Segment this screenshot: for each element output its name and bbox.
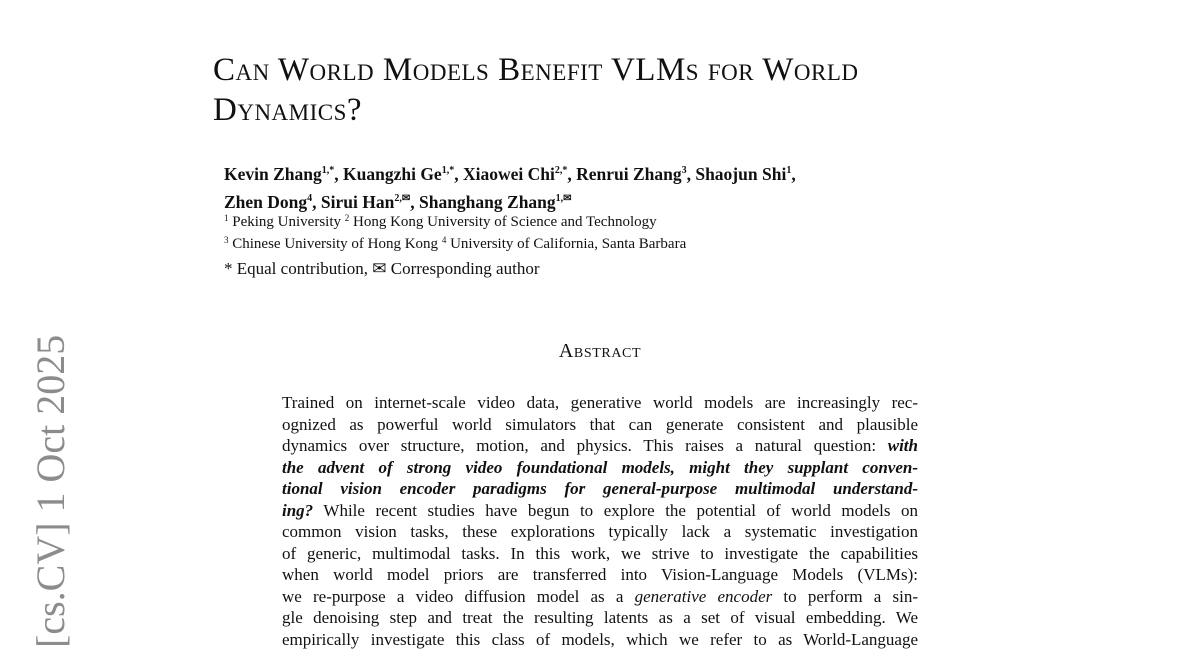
abstract-line-emphasis: tional vision encoder paradigms for general-purpose multimodal understand-: [282, 478, 918, 500]
title-line-1: Can World Models Benefit VLMs for World: [213, 52, 859, 88]
author-name: Zhen Dong: [224, 192, 307, 212]
affiliation-line-1: [224, 212, 984, 232]
title-line-2: Dynamics?: [213, 92, 362, 128]
author-marks: 1,✉: [556, 193, 572, 204]
abstract-heading: Abstract: [0, 339, 1200, 363]
author-marks: 1,*: [322, 165, 335, 176]
author-marks: 3: [682, 165, 687, 176]
abstract-line: of generic, multimodal tasks. In this work, we strive to investigate the capabilities: [282, 543, 918, 565]
abstract-line: Trained on internet-scale video data, generative world models are increasingly rec-: [282, 392, 918, 414]
abstract-line: when world model priors are transferred into Vision-Language Models (VLMs):: [282, 564, 918, 586]
abstract-text: we re-purpose a video diffusion model as a: [282, 587, 635, 606]
author-marks: 1,*: [442, 165, 455, 176]
arxiv-identifier-stamp: [cs.CV] 1 Oct 2025: [28, 335, 74, 648]
author-line-1: Kevin Zhang$^{1,*}$, Kuangzhi $Ge^{1,*}$, Xiaowei Chi$^{2,*}$, Renrui Zhang$^3$, Shaojun Shi$^1$,: [224, 160, 984, 188]
abstract-italic: generative encoder: [635, 587, 773, 606]
affiliation-mark: 4: [442, 235, 447, 245]
abstract-text: dynamics over structure, motion, and physics. This raises a natural question:: [282, 436, 888, 455]
abstract-text: While recent studies have begun to explore the potential of world models on: [313, 501, 918, 520]
abstract-line: [282, 586, 918, 608]
affiliation-mark: 1: [224, 213, 229, 223]
abstract-line: [282, 435, 918, 457]
abstract-line: empirically investigate this class of models, which we refer to as World-Language: [282, 629, 918, 650]
author-marks: 4: [307, 193, 312, 204]
abstract-line: common vision tasks, these explorations typically lack a systematic investigation: [282, 521, 918, 543]
abstract-line-emphasis: the advent of strong video foundational models, might they supplant conven-: [282, 457, 918, 479]
author-line-2: Zhen Dong$^4$, Sirui Han$^{2,✉}$, Shanghang Zhang$^{1,✉}$: [224, 188, 984, 216]
author-name: Shaojun Shi: [695, 164, 786, 184]
author-list: [224, 160, 984, 216]
envelope-icon: ✉: [372, 259, 386, 278]
abstract-emphasis: with: [888, 436, 918, 455]
affiliation-name: University of California, Santa Barbara: [450, 236, 686, 252]
author-name: Shanghang Zhang: [419, 192, 556, 212]
abstract-line: [282, 500, 918, 522]
author-name: Renrui Zhang: [576, 164, 682, 184]
corresponding-author-text: Corresponding author: [391, 259, 540, 278]
affiliation-name: Hong Kong University of Science and Technology: [353, 214, 657, 230]
author-name: Kevin Zhang: [224, 164, 322, 184]
author-marks: 2,*: [555, 165, 568, 176]
author-name: Xiaowei Chi: [463, 164, 555, 184]
abstract-line: gle denoising step and treat the resulting latents as a set of visual embedding. We: [282, 607, 918, 629]
affiliation-name: Chinese University of Hong Kong: [232, 236, 438, 252]
author-marks: 2,✉: [394, 193, 410, 204]
affiliation-mark: 3: [224, 235, 229, 245]
affiliation-mark: 2: [345, 213, 350, 223]
equal-contribution-text: * Equal contribution,: [224, 259, 372, 278]
author-name: Sirui Han: [321, 192, 394, 212]
author-marks: 1: [786, 165, 791, 176]
abstract-emphasis: ing?: [282, 501, 313, 520]
abstract-line: ognized as powerful world simulators that can generate consistent and plausible: [282, 414, 918, 436]
paper-title: [213, 50, 1033, 130]
abstract-text: to perform a sin-: [772, 587, 918, 606]
affiliation-line-2: [224, 234, 984, 254]
abstract-body: [282, 392, 918, 650]
affiliation-name: Peking University: [232, 214, 341, 230]
author-name: Kuangzhi Ge: [343, 164, 442, 184]
contribution-note: [224, 258, 540, 280]
